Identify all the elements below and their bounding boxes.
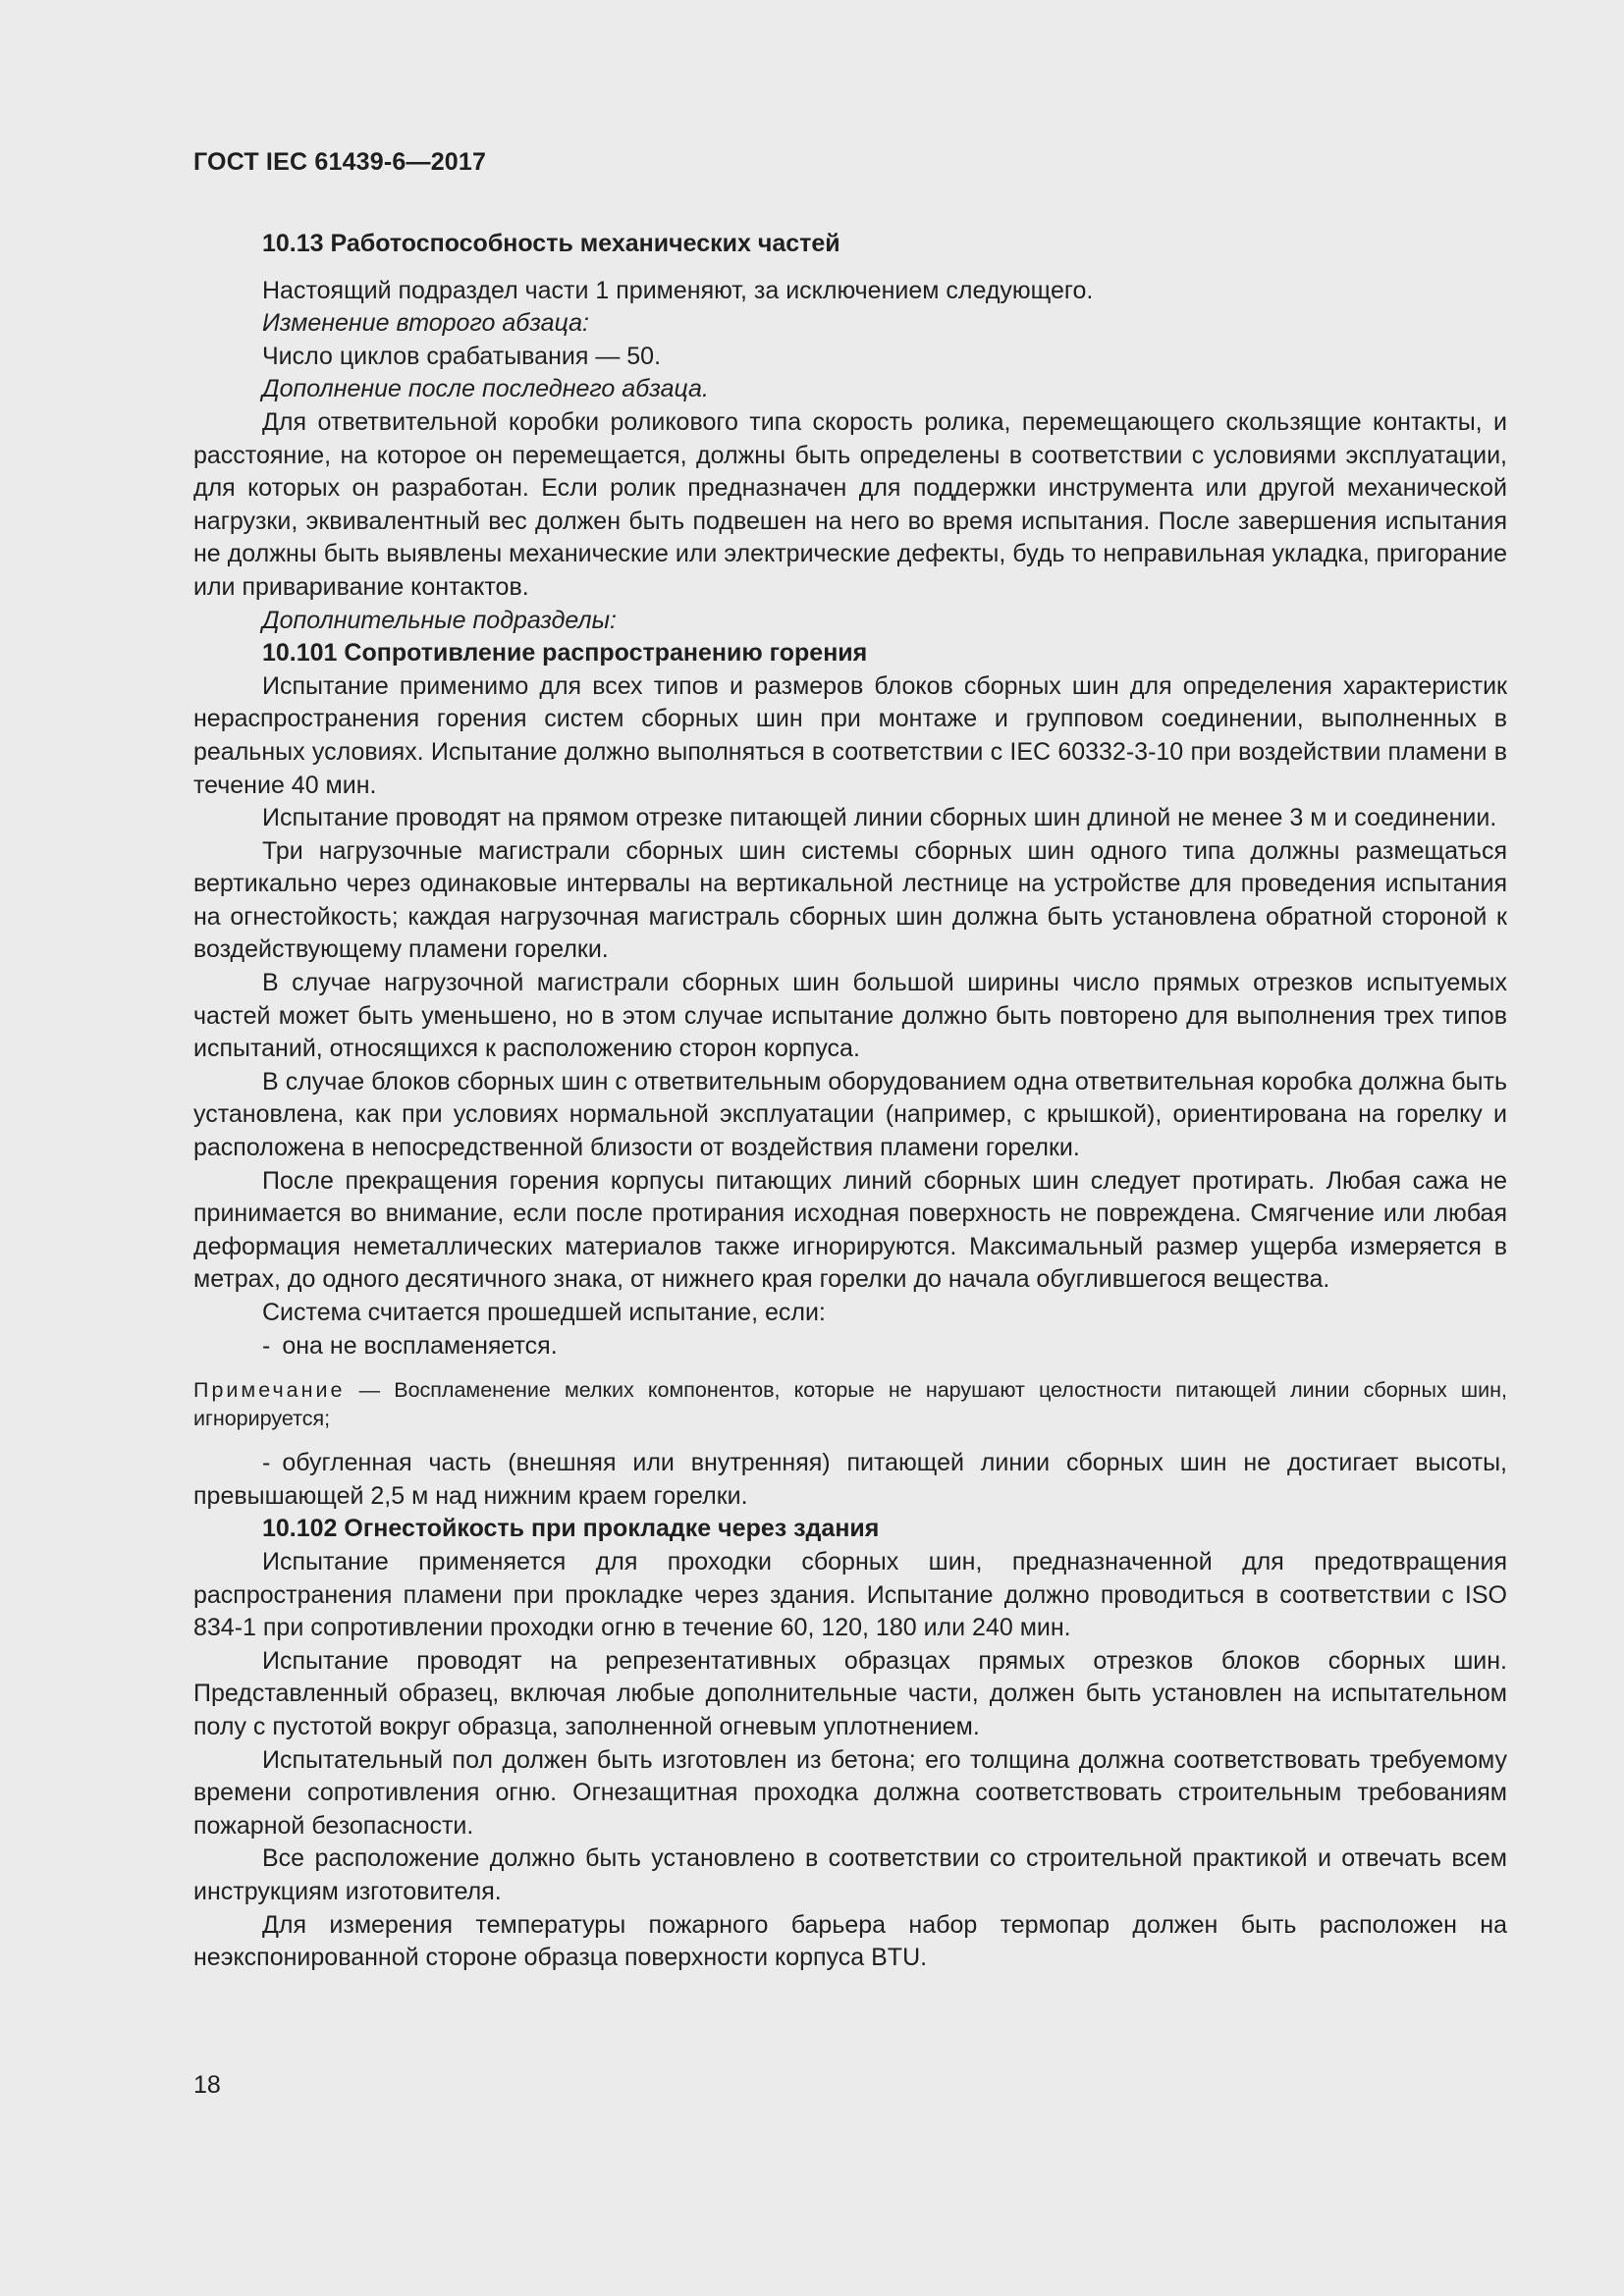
page-number: 18 xyxy=(193,2071,221,2099)
list-item-text: обугленная часть (внешняя или внутренняя) питающей линии сборных шин не достигает высоты, превышающей 2,5 м над нижним краем горелки. xyxy=(193,1449,1507,1510)
document-body xyxy=(193,228,1507,1975)
paragraph-italic: Дополнение после последнего абзаца. xyxy=(262,375,709,403)
list-item xyxy=(193,1447,1507,1513)
note-label: Примечание xyxy=(193,1378,346,1403)
paragraph: В случае блоков сборных шин с ответвительным оборудованием одна ответвительная коробка должна быть установлена, как при условиях нормальной эксплуатации (например, с крышкой), ориентирована на горелку и расположена в непосредственной близости от воздействия пламени горелки. xyxy=(193,1067,1507,1162)
list-item-text: она не воспламеняется. xyxy=(282,1331,558,1360)
paragraph: Настоящий подраздел части 1 применяют, за исключением следующего. xyxy=(262,276,1094,304)
paragraph-italic: Изменение второго абзаца: xyxy=(262,309,589,338)
paragraph: Испытание применяется для проходки сборных шин, предназначенной для предотвращения распространения пламени при прокладке через здания. Испытание должно проводиться в соответствии с ISO 834-1 при сопротивлении проходки огню в течение 60, 120, 180 или 240 мин. xyxy=(193,1547,1507,1642)
section-heading-10-13: 10.13 Работоспособность механических частей xyxy=(262,230,840,257)
paragraph: В случае нагрузочной магистрали сборных шин большой ширины число прямых отрезков испытуемых частей может быть уменьшено, но в этом случае испытание должно быть повторено для выполнения трех типов испытаний, относящихся к расположению сторон корпуса. xyxy=(193,969,1507,1063)
paragraph: Число циклов срабатывания — 50. xyxy=(262,342,662,370)
note xyxy=(193,1376,1507,1433)
paragraph: Для ответвительной коробки роликового типа скорость ролика, перемещающего скользящие контакты, и расстояние, на которое он перемещается, должны быть определены в соответствии с условиями эксплуатации, для которых он разработан. Если ролик предназначен для поддержки инструмента или другой механической нагрузки, эквивалентный вес должен быть подвешен на него во время испытания. После завершения испытания не должны быть выявлены механические или электрические дефекты, будь то неправильная укладка, пригорание или приваривание контактов. xyxy=(193,407,1507,601)
paragraph: Для измерения температуры пожарного барьера набор термопар должен быть расположен на неэкспонированной стороне образца поверхности корпуса BTU. xyxy=(193,1910,1507,1972)
list-dash: - xyxy=(262,1331,271,1360)
paragraph: Три нагрузочные магистрали сборных шин системы сборных шин одного типа должны размещаться вертикально через одинаковые интервалы на вертикальной лестнице на устройстве для проведения испытания на огнестойкость; каждая нагрузочная магистраль сборных шин должна быть установлена обратной стороной к воздействующему пламени горелки. xyxy=(193,836,1507,964)
paragraph: Испытание применимо для всех типов и размеров блоков сборных шин для определения характеристик нераспространения горения систем сборных шин при монтаже и групповом соединении, выполненных в реальных условиях. Испытание должно выполняться в соответствии с IEC 60332-3-10 при воздействии пламени в течение 40 мин. xyxy=(193,671,1507,799)
paragraph: Испытательный пол должен быть изготовлен из бетона; его толщина должна соответствовать требуемому времени сопротивления огню. Огнезащитная проходка должна соответствовать строительным требованиям пожарной безопасности. xyxy=(193,1745,1507,1840)
document-header: ГОСТ IEC 61439-6—2017 xyxy=(193,148,487,176)
paragraph: После прекращения горения корпусы питающих линий сборных шин следует протирать. Любая сажа не принимается во внимание, если после протирания исходная поверхность не повреждена. Смягчение или любая деформация неметаллических материалов также игнорируются. Максимальный размер ущерба измеряется в метрах, до одного десятичного знака, от нижнего края горелки до начала обуглившегося вещества. xyxy=(193,1166,1507,1294)
section-heading-10-102: 10.102 Огнестойкость при прокладке через здания xyxy=(262,1515,880,1543)
paragraph: Испытание проводят на прямом отрезке питающей линии сборных шин длиной не менее 3 м и соединении. xyxy=(262,804,1497,832)
list-dash: - xyxy=(262,1449,271,1477)
paragraph-italic: Дополнительные подразделы: xyxy=(262,606,617,634)
list-item xyxy=(193,1330,1507,1363)
section-heading-10-101: 10.101 Сопротивление распространению горения xyxy=(262,639,868,667)
paragraph: Испытание проводят на репрезентативных образцах прямых отрезков блоков сборных шин. Представленный образец, включая любые дополнительные части, должен быть установлен на испытательном полу с пустотой вокруг образца, заполненной огневым уплотнением. xyxy=(193,1646,1507,1740)
paragraph: Все расположение должно быть установлено в соответствии со строительной практикой и отвечать всем инструкциям изготовителя. xyxy=(193,1844,1507,1905)
paragraph: Система считается прошедшей испытание, если: xyxy=(262,1299,826,1326)
note-text: — Воспламенение мелких компонентов, которые не нарушают целостности питающей линии сборных шин, игнорируется; xyxy=(193,1378,1507,1431)
